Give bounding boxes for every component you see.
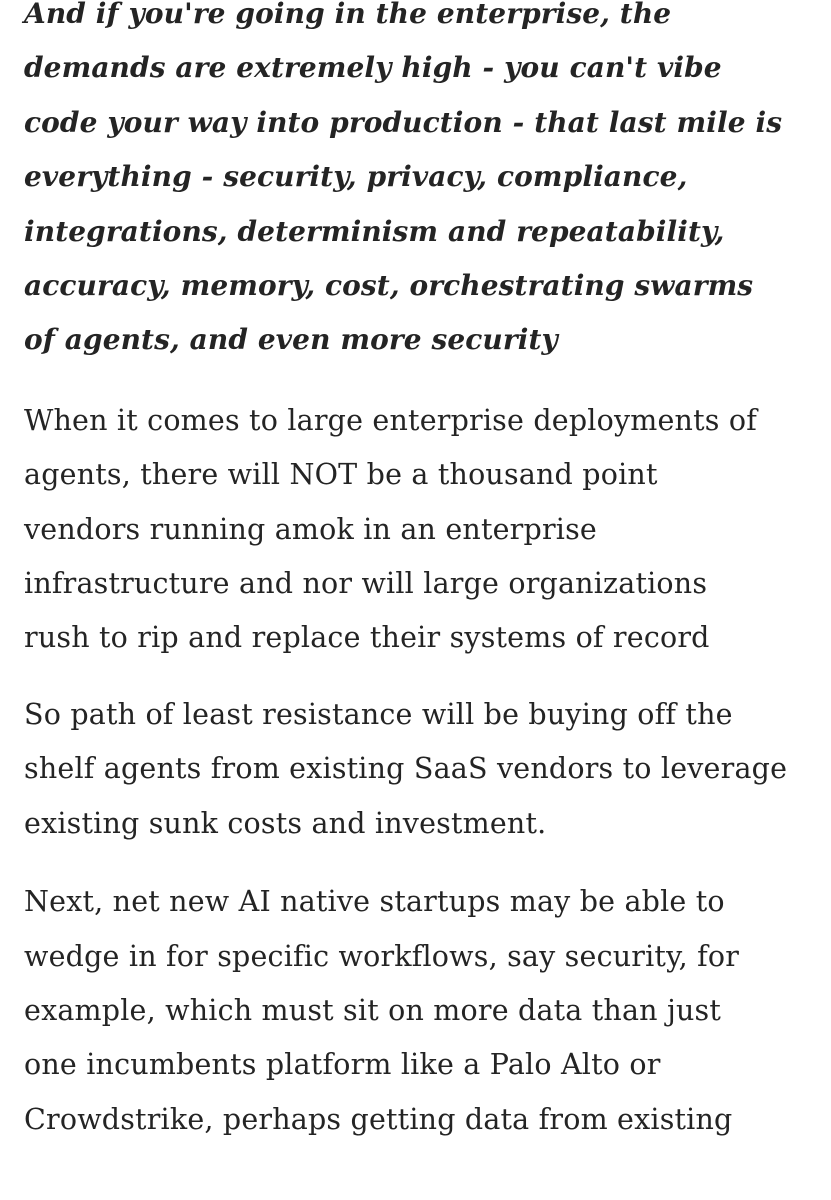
- italic-quote-paragraph: [24, 0, 824, 368]
- paragraph-spacer: [24, 851, 824, 875]
- paragraph-line: So path of least resistance will be buying off the: [24, 697, 733, 731]
- quote-line: code your way into production - that last mile is: [24, 105, 783, 139]
- paragraph-line: Crowdstrike, perhaps getting data from existing: [24, 1102, 733, 1136]
- quote-line: everything - security, privacy, compliance,: [24, 160, 688, 194]
- article-body: [24, 0, 824, 1147]
- paragraph-line: rush to rip and replace their systems of record: [24, 621, 710, 655]
- paragraph-line: Next, net new AI native startups may be able to: [24, 885, 725, 919]
- quote-line: integrations, determinism and repeatability,: [24, 214, 725, 248]
- quote-line: And if you're going in the enterprise, the: [24, 0, 672, 30]
- paragraph-line: vendors running amok in an enterprise: [24, 512, 597, 546]
- paragraph-spacer: [24, 666, 824, 688]
- paragraph-least-resistance: [24, 688, 824, 851]
- quote-line: accuracy, memory, cost, orchestrating swarms: [24, 269, 754, 303]
- quote-line: of agents, and even more security: [24, 323, 558, 357]
- paragraph-spacer: [24, 368, 824, 394]
- paragraph-line: one incumbents platform like a Palo Alto or: [24, 1048, 661, 1082]
- paragraph-line: infrastructure and nor will large organizations: [24, 567, 708, 601]
- quote-line: demands are extremely high - you can't vibe: [24, 51, 722, 85]
- paragraph-enterprise-deployments: [24, 394, 824, 666]
- paragraph-line: wedge in for specific workflows, say security, for: [24, 939, 740, 973]
- paragraph-line: shelf agents from existing SaaS vendors to leverage: [24, 752, 788, 786]
- paragraph-ai-native-startups: [24, 875, 824, 1147]
- paragraph-line: agents, there will NOT be a thousand point: [24, 458, 658, 492]
- paragraph-line: existing sunk costs and investment.: [24, 806, 547, 840]
- paragraph-line: When it comes to large enterprise deployments of: [24, 403, 757, 437]
- paragraph-line: example, which must sit on more data than just: [24, 993, 722, 1027]
